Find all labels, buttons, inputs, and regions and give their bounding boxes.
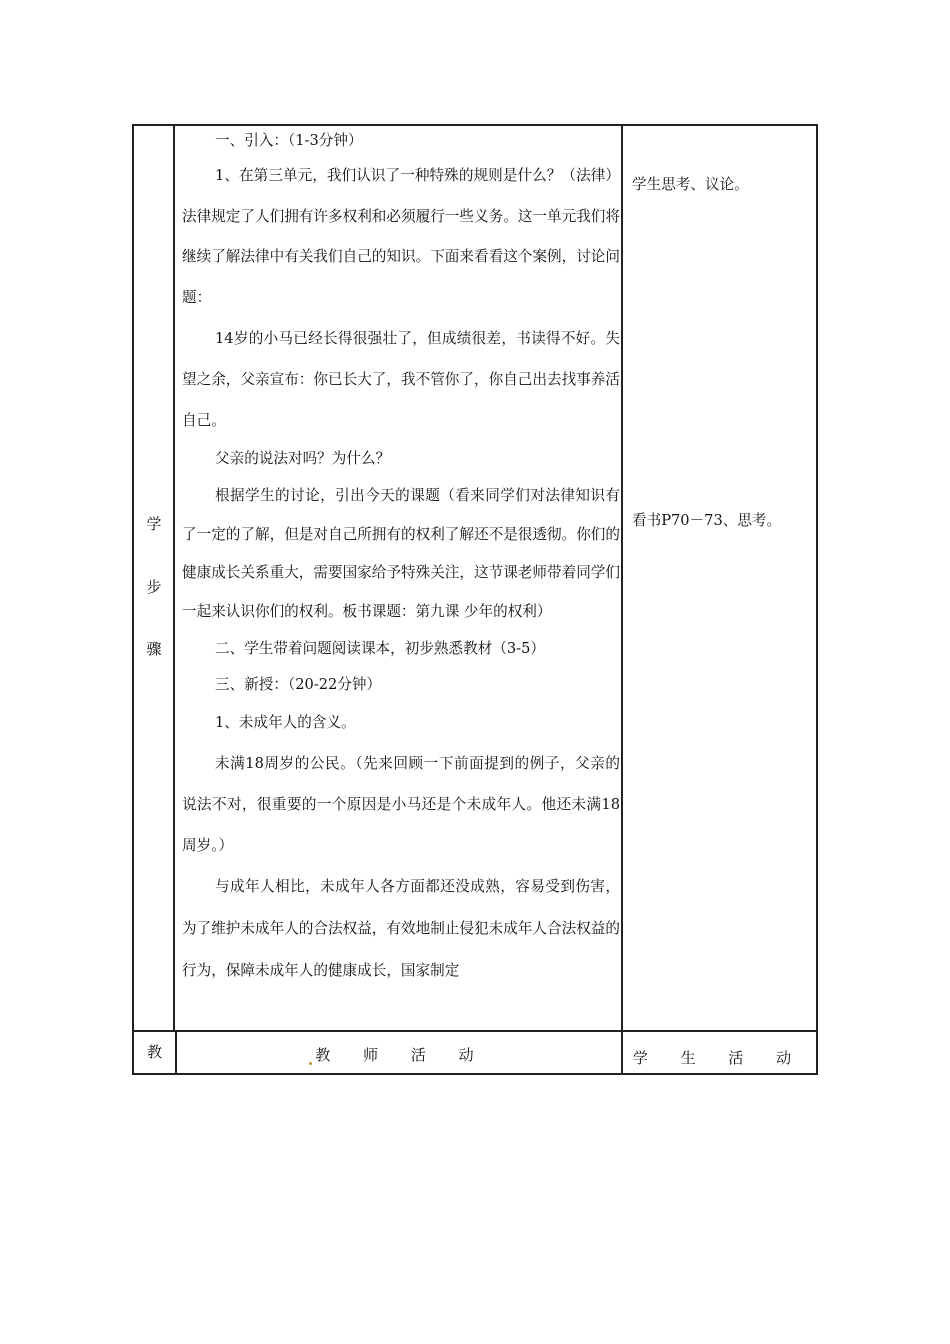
paragraph-question-law: 1、在第三单元，我们认识了一种特殊的规则是什么？（法律）法律规定了人们拥有许多权利和必须履行一些义务。这一单元我们将继续了解法律中有关我们自己的知识。下面来看看这个案例，讨论问题： — [182, 167, 620, 306]
footer-side-label: 教 — [146, 1043, 162, 1061]
paragraph-case: 14岁的小马已经长得很强壮了，但成绩很差，书读得不好。失望之余，父亲宣布：你已长大了，我不管你了，你自己出去找事养活自己。 — [182, 330, 620, 429]
paragraph-new-lesson: 三、新授：（20-22分钟） — [215, 676, 382, 693]
marker-dot — [309, 1062, 312, 1065]
divider-main-student — [621, 126, 623, 1075]
footer-label-cell — [134, 1031, 175, 1075]
section-label-char: 骤 — [146, 640, 162, 658]
paragraph-protection: 与成年人相比，未成年人各方面都还没成熟，容易受到伤害，为了维护未成年人的合法权益，有效地制止侵犯未成年人合法权益的行为，保障未成年人的健康成长，国家制定 — [182, 878, 620, 979]
lesson-table — [132, 124, 818, 1075]
student-activity-header-cell — [622, 1031, 816, 1075]
paragraph-topic: 根据学生的讨论，引出今天的课题（看来同学们对法律知识有了一定的了解，但是对自己所拥有的权利了解还不是很透彻。你们的健康成长关系重大，需要国家给予特殊关注，这节课老师带着同学们一起来认识你们的权利。板书课题：第九课 少年的权利） — [182, 487, 620, 620]
section-label-column — [134, 126, 174, 1031]
paragraph-minor-definition: 未满18周岁的公民。（先来回顾一下前面提到的例子，父亲的说法不对，很重要的一个原因是小马还是个未成年人。他还未满18周岁。） — [182, 755, 620, 854]
student-activity-header: 学 生 活 动 — [632, 1049, 806, 1067]
section-label-char: 步 — [146, 578, 162, 596]
section-label-char: 学 — [146, 515, 162, 533]
student-activity-think: 学生思考、议论。 — [632, 176, 749, 193]
teacher-activity-content — [182, 128, 620, 992]
student-activity-read: 看书P70－73、思考。 — [632, 512, 782, 529]
paragraph-intro-heading: 一、引入：（1-3分钟） — [215, 132, 363, 149]
teacher-activity-header-cell — [176, 1031, 621, 1075]
paragraph-discussion-question: 父亲的说法对吗？为什么？ — [215, 450, 391, 467]
teacher-activity-header: 教 师 活 动 — [315, 1046, 488, 1064]
paragraph-minor-meaning: 1、未成年人的含义。 — [215, 714, 356, 731]
paragraph-reading: 二、学生带着问题阅读课本，初步熟悉教材（3-5） — [215, 640, 545, 657]
